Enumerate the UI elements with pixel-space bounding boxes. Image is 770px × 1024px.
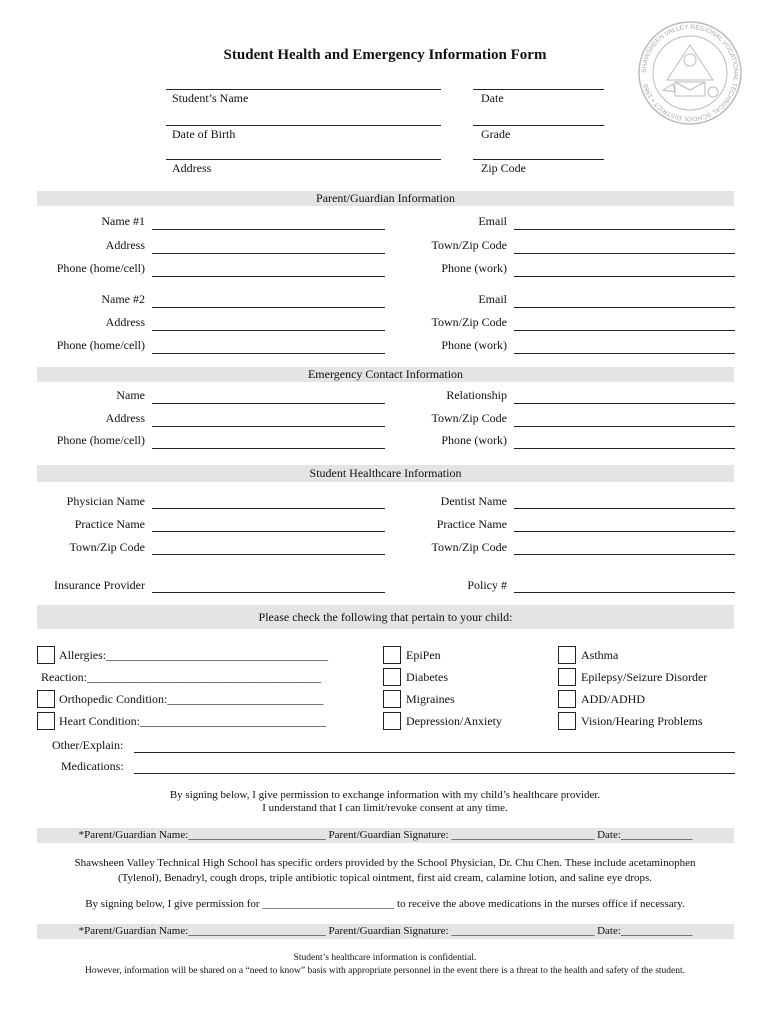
conditions-section-header: Please check the following that pertain to your child: (37, 605, 734, 629)
emergency-relationship-line[interactable] (514, 403, 735, 404)
emergency-relationship-label: Relationship (446, 388, 507, 402)
dob-line[interactable] (166, 125, 441, 126)
parent-phonehome1-line[interactable] (152, 276, 385, 277)
diabetes-checkbox[interactable] (383, 668, 401, 686)
health-townzip2-line[interactable] (514, 554, 735, 555)
epipen-label: EpiPen (406, 648, 441, 662)
migraines-label: Migraines (406, 692, 455, 706)
physician-label: Physician Name (66, 494, 145, 508)
grade-line[interactable] (473, 125, 604, 126)
parent-name1-line[interactable] (152, 229, 385, 230)
parent-address2-label: Address (105, 315, 145, 329)
grade-label: Grade (481, 127, 511, 141)
parent-address1-line[interactable] (152, 253, 385, 254)
practice-line[interactable] (152, 531, 385, 532)
parent-name2-label: Name #2 (101, 292, 145, 306)
dob-label: Date of Birth (172, 127, 236, 141)
consent-line-1: By signing below, I give permission to exchange information with my child’s healthcare provider. (169, 789, 601, 801)
emergency-phonehome-label: Phone (home/cell) (56, 433, 145, 447)
meds-permission-line: By signing below, I give permission for ________________________ to receive the above medications in the nurses office if necessary. (85, 898, 685, 910)
allergies-checkbox[interactable] (37, 646, 55, 664)
zip-label: Zip Code (481, 161, 526, 175)
svg-text:SHAWSHEEN VALLEY REGIONAL VOCA (641, 24, 739, 122)
consent-line-2: I understand that I can limit/revoke consent at any time. (262, 802, 508, 814)
parent-address2-line[interactable] (152, 330, 385, 331)
emergency-section-header: Emergency Contact Information (37, 367, 734, 382)
signature-row-1[interactable]: *Parent/Guardian Name:_________________________ Parent/Guardian Signature: __________________________ Date:_____________ (37, 828, 734, 843)
asthma-label: Asthma (581, 648, 619, 662)
footer-need-to-know: However, information will be shared on a “need to know” basis with appropriate personnel in the event there is a threat to the health and safety of the student. (84, 966, 686, 976)
parent-email1-line[interactable] (514, 229, 735, 230)
emergency-phonehome-line[interactable] (152, 448, 385, 449)
other-explain-label: Other/Explain: (52, 738, 124, 752)
heart-checkbox[interactable] (37, 712, 55, 730)
emergency-phonework-label: Phone (work) (441, 433, 507, 447)
reaction-label: Reaction:_______________________________________ (41, 670, 321, 684)
parent-phonework1-label: Phone (work) (441, 261, 507, 275)
student-name-line[interactable] (166, 89, 441, 90)
footer-confidential: Student’s healthcare information is confidential. (293, 953, 477, 963)
diabetes-label: Diabetes (406, 670, 448, 684)
emergency-phonework-line[interactable] (514, 448, 735, 449)
parent-phonehome1-label: Phone (home/cell) (56, 261, 145, 275)
seal-text: SHAWSHEEN VALLEY REGIONAL VOCATIONAL TECHNICAL SCHOOL DISTRICT • 1969 (640, 23, 740, 123)
emergency-address-line[interactable] (152, 426, 385, 427)
meds-orders-line-1: Shawsheen Valley Technical High School has specific orders provided by the School Physician, Dr. Chu Chen. These include acetaminophen (74, 857, 696, 869)
adhd-checkbox[interactable] (558, 690, 576, 708)
parent-email1-label: Email (478, 214, 507, 228)
adhd-label: ADD/ADHD (581, 692, 645, 706)
parent-phonework2-label: Phone (work) (441, 338, 507, 352)
medications-line[interactable] (134, 773, 735, 774)
date-line[interactable] (473, 89, 604, 90)
parent-section-header: Parent/Guardian Information (37, 191, 734, 206)
epipen-checkbox[interactable] (383, 646, 401, 664)
parent-townzip1-label: Town/Zip Code (431, 238, 507, 252)
epilepsy-label: Epilepsy/Seizure Disorder (581, 670, 708, 684)
allergies-label: Allergies:_____________________________________ (59, 648, 329, 662)
health-townzip-line[interactable] (152, 554, 385, 555)
parent-townzip1-line[interactable] (514, 253, 735, 254)
healthcare-section-header: Student Healthcare Information (37, 465, 734, 482)
date-label: Date (481, 91, 504, 105)
zip-line[interactable] (473, 159, 604, 160)
other-explain-line[interactable] (134, 752, 735, 753)
policy-line[interactable] (514, 592, 735, 593)
meds-orders-line-2: (Tylenol), Benadryl, cough drops, triple antibiotic topical ointment, first aid cream, calamine lotion, and saline eye drops. (117, 872, 653, 884)
practice2-label: Practice Name (436, 517, 507, 531)
epilepsy-checkbox[interactable] (558, 668, 576, 686)
emergency-townzip-label: Town/Zip Code (431, 411, 507, 425)
dentist-line[interactable] (514, 508, 735, 509)
address-line[interactable] (166, 159, 441, 160)
parent-townzip2-line[interactable] (514, 330, 735, 331)
parent-townzip2-label: Town/Zip Code (431, 315, 507, 329)
depression-label: Depression/Anxiety (406, 714, 502, 728)
health-townzip2-label: Town/Zip Code (431, 540, 507, 554)
orthopedic-checkbox[interactable] (37, 690, 55, 708)
health-townzip-label: Town/Zip Code (69, 540, 145, 554)
emergency-name-label: Name (116, 388, 145, 402)
medications-label: Medications: (61, 759, 124, 773)
parent-email2-label: Email (478, 292, 507, 306)
parent-name2-line[interactable] (152, 307, 385, 308)
policy-label: Policy # (467, 578, 507, 592)
migraines-checkbox[interactable] (383, 690, 401, 708)
vision-label: Vision/Hearing Problems (581, 714, 703, 728)
practice-label: Practice Name (74, 517, 145, 531)
address-label: Address (172, 161, 212, 175)
student-name-label: Student’s Name (172, 91, 249, 105)
insurance-line[interactable] (152, 592, 385, 593)
emergency-name-line[interactable] (152, 403, 385, 404)
parent-email2-line[interactable] (514, 307, 735, 308)
signature-row-2[interactable]: *Parent/Guardian Name:_________________________ Parent/Guardian Signature: __________________________ Date:_____________ (37, 924, 734, 939)
parent-phonework2-line[interactable] (514, 353, 735, 354)
dentist-label: Dentist Name (440, 494, 507, 508)
parent-phonehome2-label: Phone (home/cell) (56, 338, 145, 352)
school-seal-icon (637, 20, 743, 126)
parent-phonework1-line[interactable] (514, 276, 735, 277)
emergency-address-label: Address (105, 411, 145, 425)
emergency-townzip-line[interactable] (514, 426, 735, 427)
parent-address1-label: Address (105, 238, 145, 252)
orthopedic-label: Orthopedic Condition:__________________________ (59, 692, 324, 706)
form-title: Student Health and Emergency Information Form (223, 47, 547, 63)
heart-label: Heart Condition:_______________________________ (59, 714, 326, 728)
insurance-label: Insurance Provider (54, 578, 145, 592)
asthma-checkbox[interactable] (558, 646, 576, 664)
vision-checkbox[interactable] (558, 712, 576, 730)
practice2-line[interactable] (514, 531, 735, 532)
depression-checkbox[interactable] (383, 712, 401, 730)
physician-line[interactable] (152, 508, 385, 509)
parent-name1-label: Name #1 (101, 214, 145, 228)
parent-phonehome2-line[interactable] (152, 353, 385, 354)
